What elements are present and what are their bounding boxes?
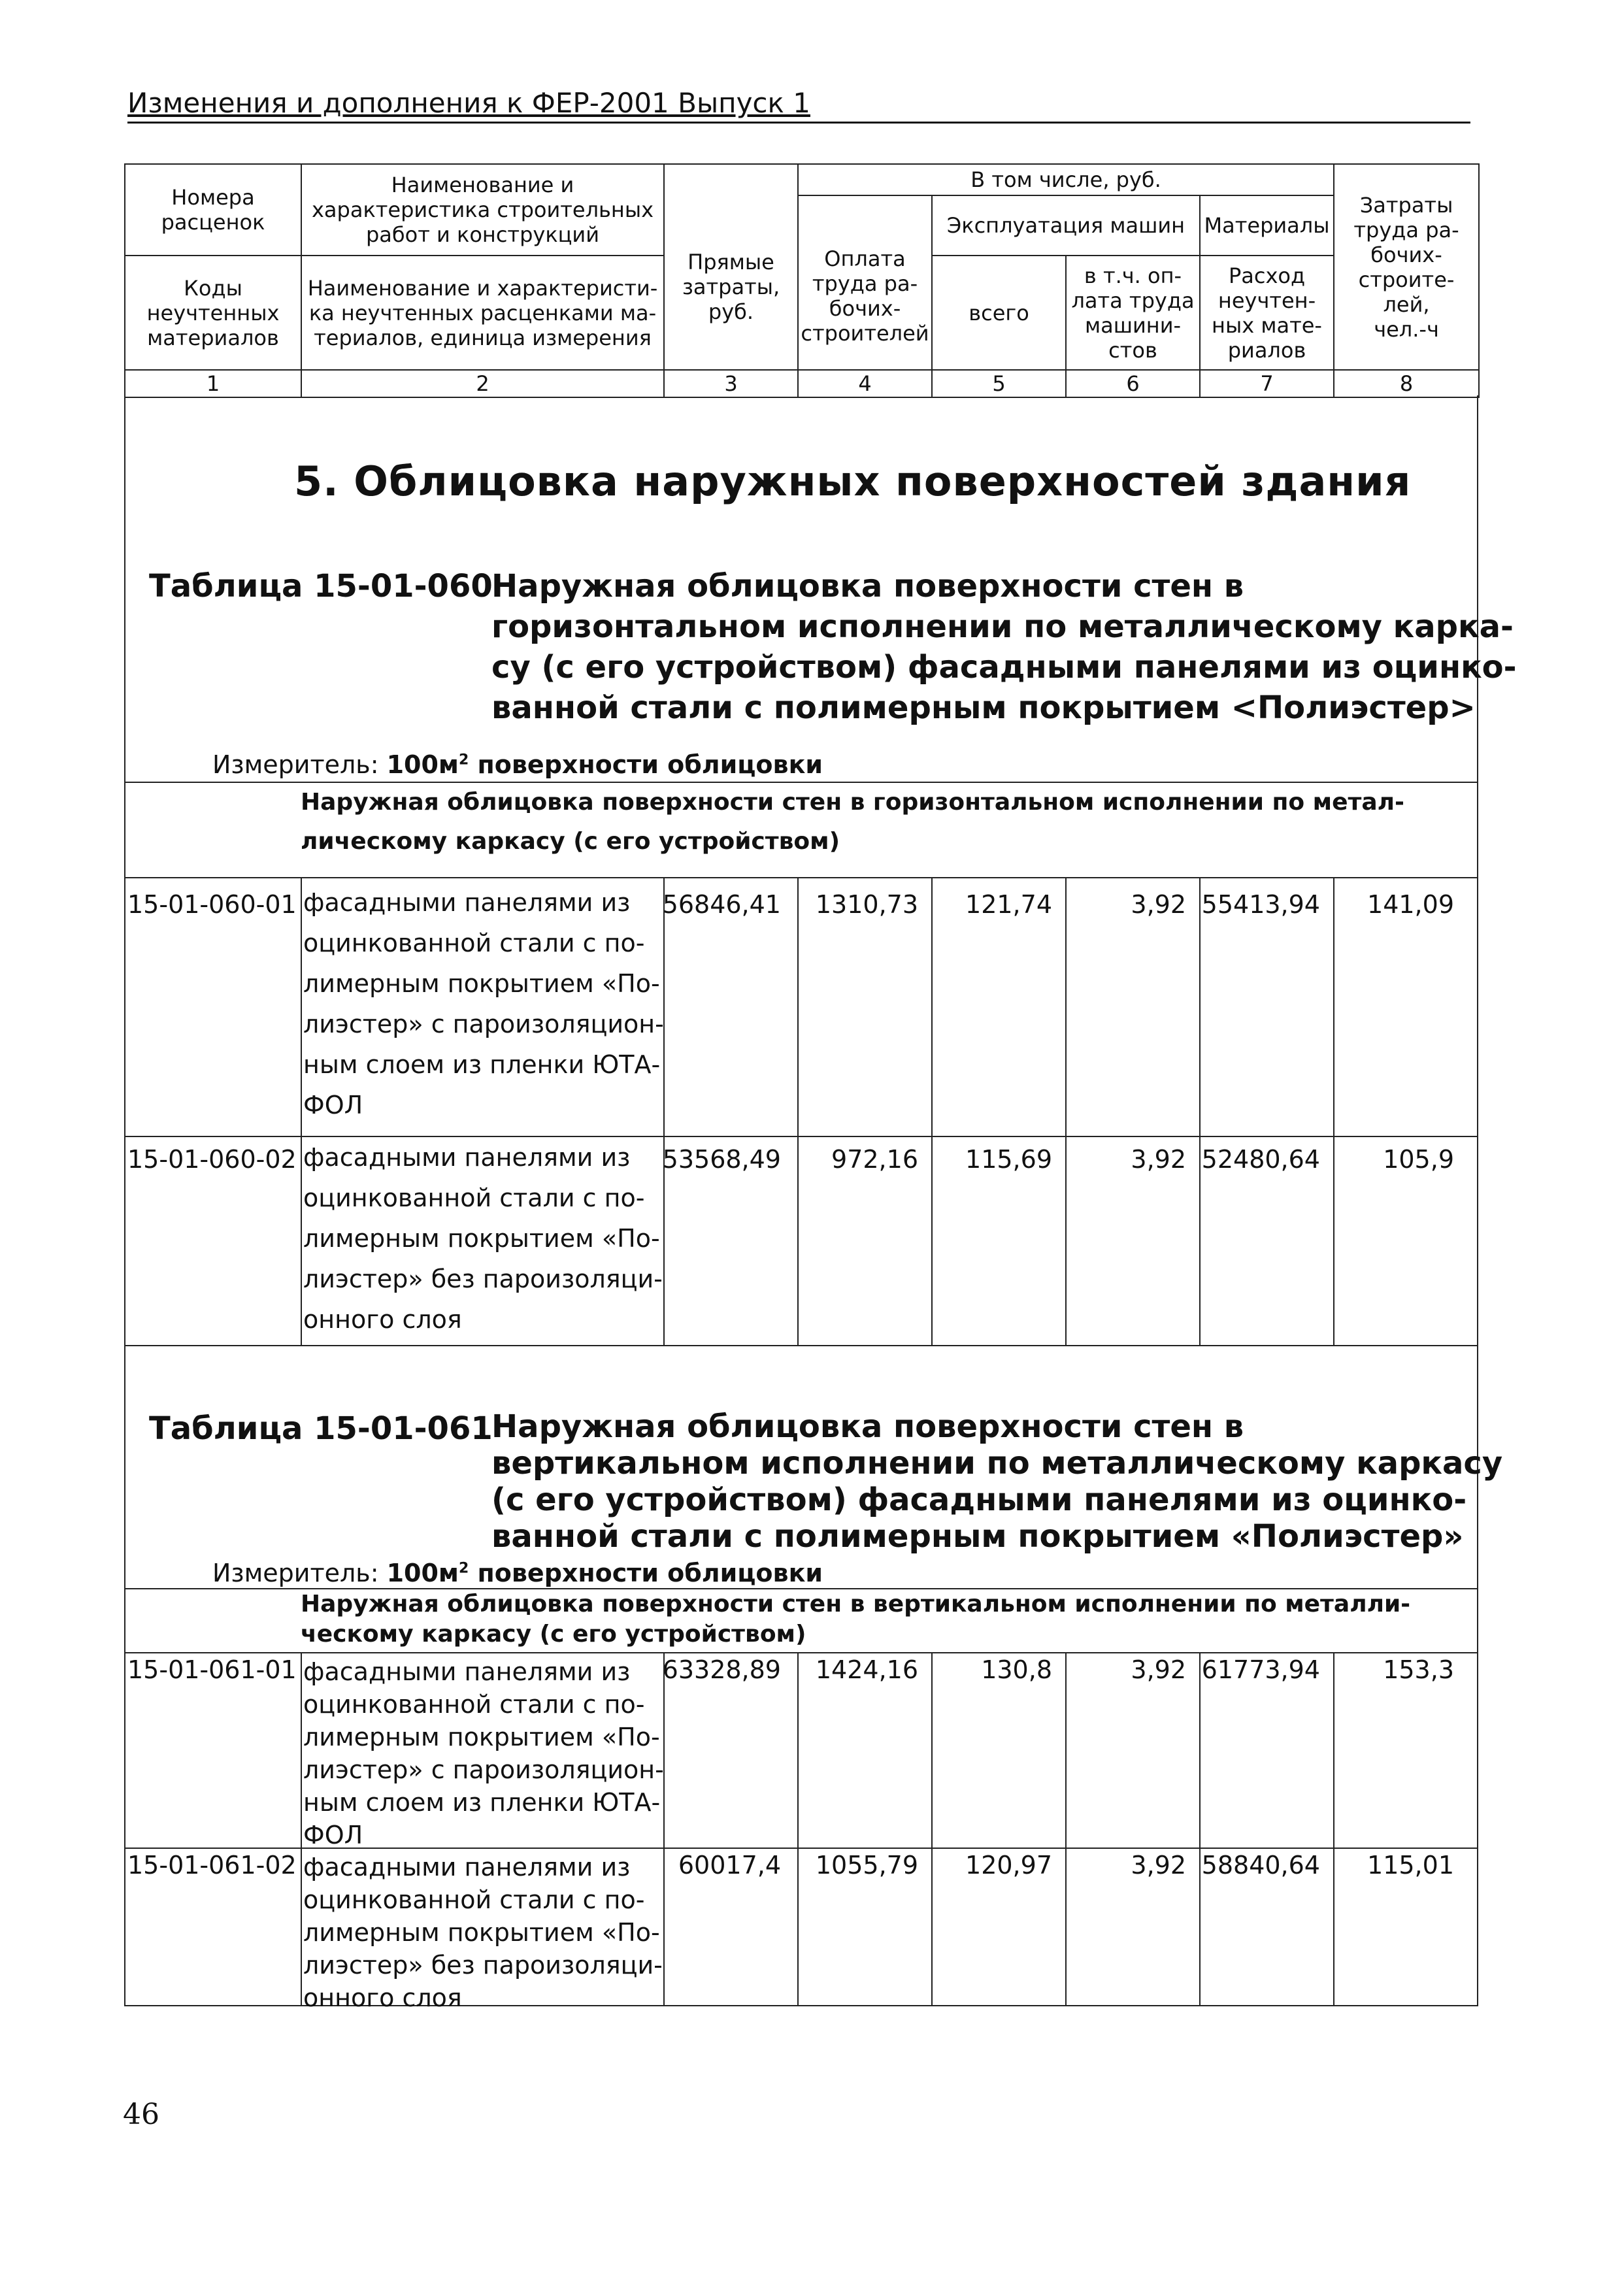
table-061-label: Таблица 15-01-061 [149,1410,493,1447]
running-header-text: Изменения и дополнения к ФЕР-2001 Выпуск 1 [127,87,810,119]
desc-line: лиэстер» без пароизоляци- [303,1951,663,1980]
table-061-title-line: вертикальном исполнении по металлическому каркасу [491,1445,1503,1482]
direct-costs: 56846,41 [662,890,781,919]
col4-line: бочих- [829,295,901,321]
machinist-pay: 3,92 [1131,1145,1186,1174]
col8-line: чел.-ч [1374,316,1439,342]
desc-line: лиэстер» с пароизоляцион- [303,1010,664,1038]
machines-total: 130,8 [981,1655,1052,1684]
desc-line: ФОЛ [303,1091,363,1119]
table-060-title-line: Наружная облицовка поверхности стен в [491,568,1244,605]
col1-top-line: Номера [171,185,255,210]
machines-total: 115,69 [965,1145,1052,1174]
desc-line: оцинкованной стали с по- [303,1184,645,1212]
rate-description [303,1851,663,2014]
col6-line: лата труда [1071,288,1195,313]
table-060-label: Таблица 15-01-060 [149,568,493,605]
running-header [127,86,1470,124]
section-title: 5. Облицовка наружных поверхностей здания [294,457,1412,505]
desc-line: ным слоем из пленки ЮТА- [303,1788,661,1817]
materials: 55413,94 [1201,890,1320,919]
rate-description [303,882,664,1125]
column-divider [1333,1652,1334,2006]
direct-costs: 63328,89 [662,1655,781,1684]
col3-header [664,164,798,370]
measure-suffix: поверхности облицовки [469,1559,823,1587]
col1-bottom [125,256,301,370]
col2-top-line: Наименование и [391,173,574,197]
labor-hours: 105,9 [1383,1145,1454,1174]
desc-line: лимерным покрытием «По- [303,1224,660,1253]
column-divider [931,1652,933,2006]
desc-line: оцинкованной стали с по- [303,929,645,957]
col8-line: лей, [1383,291,1430,317]
table-060-measure [212,750,823,779]
labor-pay: 1310,73 [815,890,918,919]
col7-line: риалов [1227,337,1306,363]
materials-header: Материалы [1200,195,1334,256]
labor-pay: 1055,79 [815,1851,918,1880]
rule [124,1345,1478,1346]
column-divider [1065,877,1067,1345]
column-number: 2 [301,370,664,397]
col2-bottom-line: ка неучтенных расценками ма- [308,300,657,325]
column-divider [301,1652,302,2006]
measure-sup: 2 [458,752,469,769]
table-060-title [491,566,1517,728]
machinist-pay: 3,92 [1131,1655,1186,1684]
col2-bottom-line: Наименование и характеристи- [307,275,658,301]
col3-line: Прямые [688,249,774,274]
table-061-title-line: Наружная облицовка поверхности стен в [491,1408,1244,1445]
machines-total: 121,74 [965,890,1052,919]
desc-line: фасадными панелями из [303,1657,631,1686]
desc-line: фасадными панелями из [303,1853,631,1881]
desc-line: оцинкованной стали с по- [303,1690,645,1719]
col7-line: неучтен- [1218,288,1316,313]
group-title-line: Наружная облицовка поверхности стен в вертикальном исполнении по металли- [301,1591,1411,1617]
group-title-line: лическому каркасу (с его устройством) [301,828,840,855]
col2-top-line: характеристика строительных [311,197,654,222]
direct-costs: 53568,49 [662,1145,781,1174]
labor-hours: 153,3 [1383,1655,1454,1684]
measure-suffix: поверхности облицовки [469,750,823,779]
col4-header [798,195,932,370]
desc-line: лиэстер» без пароизоляци- [303,1265,663,1293]
rate-code: 15-01-061-02 [127,1851,297,1880]
table-061-title [491,1408,1511,1555]
labor-pay: 972,16 [831,1145,918,1174]
desc-line: лимерным покрытием «По- [303,969,660,998]
rate-code: 15-01-061-01 [127,1655,297,1684]
col4-line: труда ра- [812,271,918,296]
page-number: 46 [123,2098,159,2131]
col2-bottom-line: териалов, единица измерения [314,325,652,350]
desc-line: фасадными панелями из [303,1143,631,1172]
rate-code: 15-01-060-01 [127,890,297,919]
desc-line: онного слоя [303,1305,462,1334]
rate-description [303,1137,663,1340]
desc-line: онного слоя [303,1983,462,2012]
col1-bottom-line: Коды [184,275,242,301]
col7-line: ных мате- [1212,312,1322,338]
col7-line: Расход [1228,263,1306,288]
col1-bottom-line: неучтенных [146,300,280,325]
col8-line: строите- [1358,267,1455,292]
col6-line: машини- [1084,312,1182,338]
column-divider [1333,877,1334,1345]
direct-costs: 60017,4 [678,1851,781,1880]
col5-header: всего [932,256,1066,370]
column-divider [1065,1652,1067,2006]
column-divider [1199,1652,1201,2006]
column-divider [663,877,665,1345]
column-number: 6 [1066,370,1200,397]
desc-line: лимерным покрытием «По- [303,1918,660,1947]
col3-line: затраты, [682,274,780,299]
desc-line: оцинкованной стали с по- [303,1885,645,1914]
col4-line: строителей [801,320,929,346]
machines-header: Эксплуатация машин [932,195,1200,256]
column-header-table [124,163,1480,398]
col2-top [301,164,664,256]
column-number: 1 [125,370,301,397]
column-number: 4 [798,370,932,397]
col8-line: бочих- [1370,242,1442,267]
measure-prefix: Измеритель: [212,750,387,779]
table-061-measure [212,1559,823,1587]
col6-line: стов [1108,337,1157,363]
table-060-title-line: горизонтальном исполнении по металлическому карка- [491,608,1514,645]
col6-header [1066,256,1200,370]
measure-value: 100м [386,750,459,779]
col8-header [1334,164,1479,370]
column-number: 5 [932,370,1066,397]
col1-bottom-line: материалов [147,325,279,350]
column-divider [1199,877,1201,1345]
col1-top [125,164,301,256]
in-total-header: В том числе, руб. [798,164,1334,195]
machinist-pay: 3,92 [1131,890,1186,919]
group-title-line: Наружная облицовка поверхности стен в горизонтальном исполнении по метал- [301,789,1404,816]
measure-value: 100м [386,1559,459,1587]
rule [124,877,1478,878]
column-divider [797,877,799,1345]
labor-hours: 115,01 [1367,1851,1454,1880]
column-number-row [125,370,1479,397]
column-number: 8 [1334,370,1479,397]
col3-line: руб. [708,299,754,324]
measure-sup: 2 [458,1560,469,1577]
labor-hours: 141,09 [1367,890,1454,919]
column-divider [797,1652,799,2006]
table-060-group-title [301,783,1464,861]
machines-total: 120,97 [965,1851,1052,1880]
desc-line: лиэстер» с пароизоляцион- [303,1755,664,1784]
materials: 52480,64 [1201,1145,1320,1174]
col7-header [1200,256,1334,370]
column-divider [663,1652,665,2006]
column-number: 3 [664,370,798,397]
rate-description [303,1655,664,1851]
col4-line: Оплата [824,246,906,271]
column-number: 7 [1200,370,1334,397]
column-divider [301,877,302,1345]
col2-bottom [301,256,664,370]
column-divider [931,877,933,1345]
col8-line: Затраты [1359,192,1453,218]
col8-line: труда ра- [1353,217,1459,242]
col2-top-line: работ и конструкций [365,222,600,247]
group-title-line: ческому каркасу (с его устройством) [301,1621,806,1648]
col1-top-line: расценок [161,210,265,235]
desc-line: лимерным покрытием «По- [303,1723,660,1751]
rule [124,1652,1478,1653]
table-060-title-line: ванной стали с полимерным покрытием <Полиэстер> [491,689,1476,726]
rate-code: 15-01-060-02 [127,1145,297,1174]
desc-line: фасадными панелями из [303,888,631,917]
materials: 58840,64 [1201,1851,1320,1880]
labor-pay: 1424,16 [815,1655,918,1684]
machinist-pay: 3,92 [1131,1851,1186,1880]
desc-line: ным слоем из пленки ЮТА- [303,1050,661,1079]
rule [124,1848,1478,1849]
table-061-title-line: ванной стали с полимерным покрытием «Полиэстер» [491,1518,1464,1555]
table-061-title-line: (с его устройством) фасадными панелями из оцинко- [491,1482,1467,1518]
desc-line: ФОЛ [303,1821,363,1849]
table-060-title-line: су (с его устройством) фасадными панелями из оцинко- [491,649,1517,686]
table-061-group-title [301,1589,1464,1649]
measure-prefix: Измеритель: [212,1559,387,1587]
materials: 61773,94 [1201,1655,1320,1684]
col6-line: в т.ч. оп- [1084,263,1182,288]
